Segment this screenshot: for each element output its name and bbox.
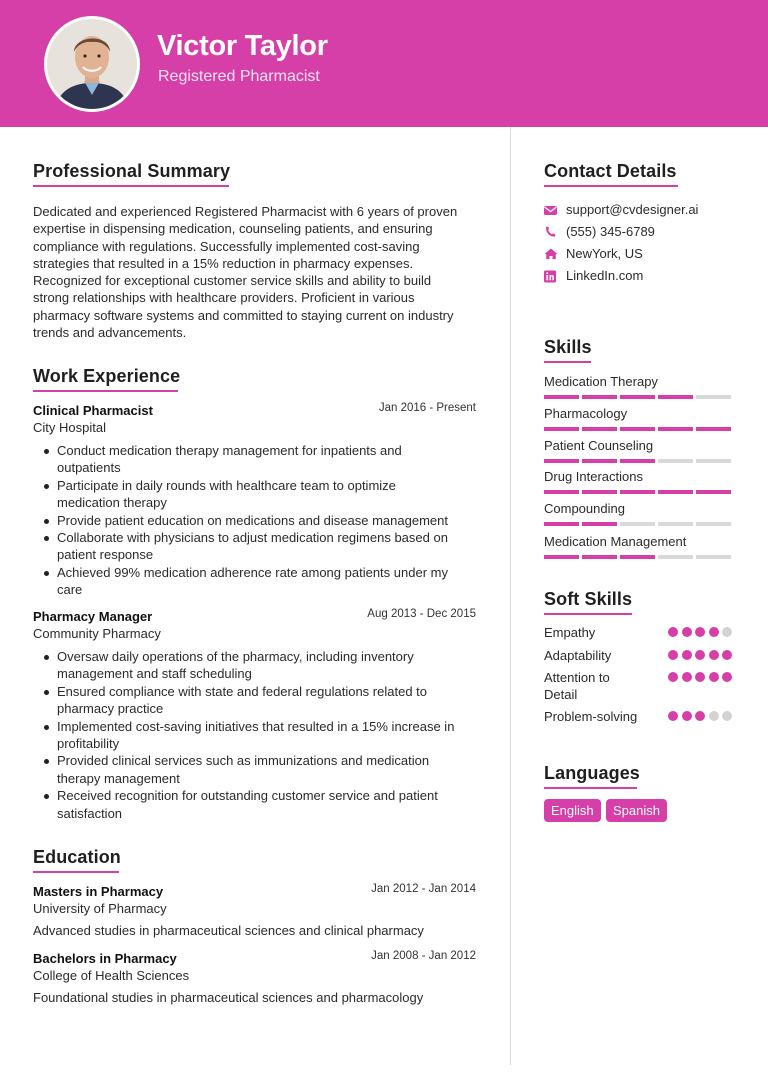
skill-name: Drug Interactions [544, 469, 643, 484]
job-company: City Hospital [33, 420, 106, 435]
rating-dot [695, 711, 705, 721]
contact-phone[interactable] [544, 224, 744, 240]
degree-dates: Jan 2012 - Jan 2014 [371, 883, 476, 895]
skill-name: Pharmacology [544, 406, 628, 421]
linkedin-icon [544, 268, 558, 284]
soft-skills-underline [544, 613, 632, 615]
list-item: Provide patient education on medications and disease management [33, 512, 483, 529]
soft-skill-name: Attention to Detail [544, 670, 610, 702]
skill-level-bar [544, 490, 734, 494]
soft-skill-name: Adaptability [544, 648, 612, 663]
skill-bar-segment [544, 555, 579, 559]
skills-heading: Skills [544, 337, 592, 357]
skill-name: Patient Counseling [544, 438, 654, 453]
contact-email[interactable] [544, 202, 744, 218]
list-item: Received recognition for outstanding customer service and patient satisfaction [33, 787, 483, 822]
soft-skill-name: Empathy [544, 625, 596, 640]
soft-skill-rating [668, 711, 738, 722]
list-item: Provided clinical services such as immunizations and medication therapy management [33, 752, 483, 787]
job-dates: Jan 2016 - Present [378, 402, 476, 414]
degree-description: Foundational studies in pharmaceutical sciences and pharmacology [33, 990, 424, 1005]
list-item: Oversaw daily operations of the pharmacy, including inventory management and staff scheduling [33, 648, 483, 683]
skill-bar-segment [658, 459, 693, 463]
skill-bar-segment [658, 427, 693, 431]
header-banner [0, 0, 768, 127]
rating-dot [668, 672, 678, 682]
rating-dot [709, 711, 719, 721]
degree-title: Bachelors in Pharmacy [33, 951, 177, 966]
linkedin-text: LinkedIn.com [566, 268, 644, 283]
languages-underline [544, 787, 637, 789]
skill-bar-segment [544, 490, 579, 494]
skill-bar-segment [620, 490, 655, 494]
contact-underline [544, 185, 678, 187]
phone-icon [544, 224, 558, 240]
skill-bar-segment [696, 395, 731, 399]
skill-bar-segment [696, 459, 731, 463]
list-item: Participate in daily rounds with healthcare team to optimize medication therapy [33, 477, 483, 512]
rating-dot [709, 672, 719, 682]
job-title: Pharmacy Manager [33, 609, 153, 624]
degree-description: Advanced studies in pharmaceutical sciences and clinical pharmacy [33, 923, 424, 938]
contact-location [544, 246, 744, 262]
list-item: Implemented cost-saving initiatives that resulted in a 15% increase in profitability [33, 718, 483, 753]
job-bullets [33, 648, 483, 822]
avatar [44, 16, 140, 112]
job-title: Clinical Pharmacist [33, 403, 153, 418]
languages-heading: Languages [544, 763, 640, 783]
column-divider [510, 127, 511, 1065]
list-item: Ensured compliance with state and federal regulations related to pharmacy practice [33, 683, 483, 718]
soft-skill-rating [668, 650, 738, 661]
soft-skill-name: Problem-solving [544, 709, 638, 724]
rating-dot [722, 711, 732, 721]
skill-bar-segment [696, 555, 731, 559]
school-name: College of Health Sciences [33, 968, 190, 983]
list-item: Achieved 99% medication adherence rate among patients under my care [33, 564, 483, 599]
skills-underline [544, 361, 591, 363]
skill-bar-segment [582, 427, 617, 431]
skill-bar-segment [658, 522, 693, 526]
contact-heading: Contact Details [544, 161, 677, 181]
degree-title: Masters in Pharmacy [33, 884, 164, 899]
rating-dot [695, 627, 705, 637]
skill-bar-segment [544, 459, 579, 463]
work-underline [33, 390, 178, 392]
rating-dot [682, 711, 692, 721]
skill-name: Medication Therapy [544, 374, 658, 389]
summary-text: Dedicated and experienced Registered Pharmacist with 6 years of proven expertise in dispensing medication, counseling patients, and ensuring compliance with regulations. Successfully implemented cost-saving strategies that resulted in a 15% reduction in pharmacy expenses. Recognized for exceptional customer service skills and ability to build strong relationships with healthcare providers. Proficient in various pharmacy software systems and committed to staying current on industry trends and advancements. [33, 204, 458, 341]
rating-dot [722, 627, 732, 637]
school-name: University of Pharmacy [33, 901, 167, 916]
work-heading: Work Experience [33, 366, 181, 386]
list-item: Conduct medication therapy management for inpatients and outpatients [33, 442, 483, 477]
skill-bar-segment [696, 427, 731, 431]
summary-underline [33, 185, 229, 187]
skill-bar-segment [620, 427, 655, 431]
rating-dot [682, 627, 692, 637]
skill-bar-segment [696, 490, 731, 494]
job-bullets [33, 442, 483, 599]
rating-dot [722, 672, 732, 682]
skill-bar-segment [620, 395, 655, 399]
rating-dot [709, 627, 719, 637]
skill-bar-segment [544, 522, 579, 526]
rating-dot [695, 650, 705, 660]
soft-skill-rating [668, 672, 738, 683]
skill-name: Compounding [544, 501, 625, 516]
skill-bar-segment [620, 555, 655, 559]
skill-bar-segment [620, 459, 655, 463]
job-dates: Aug 2013 - Dec 2015 [367, 608, 476, 620]
candidate-name: Victor Taylor [157, 30, 328, 62]
skill-bar-segment [582, 555, 617, 559]
language-badge: English [544, 799, 601, 822]
soft-skill-rating [668, 627, 738, 638]
rating-dot [709, 650, 719, 660]
rating-dot [682, 650, 692, 660]
rating-dot [668, 650, 678, 660]
envelope-icon [544, 202, 558, 218]
skill-bar-segment [544, 427, 579, 431]
language-badge: Spanish [606, 799, 667, 822]
person-portrait-icon [47, 19, 137, 109]
education-underline [33, 871, 119, 873]
skill-level-bar [544, 555, 734, 559]
home-icon [544, 246, 558, 262]
list-item: Collaborate with physicians to adjust medication regimens based on patient response [33, 529, 483, 564]
education-heading: Education [33, 847, 121, 867]
soft-skills-heading: Soft Skills [544, 589, 633, 609]
rating-dot [682, 672, 692, 682]
rating-dot [695, 672, 705, 682]
skill-level-bar [544, 427, 734, 431]
rating-dot [668, 711, 678, 721]
skill-bar-segment [620, 522, 655, 526]
skill-bar-segment [582, 395, 617, 399]
skill-bar-segment [658, 490, 693, 494]
skill-bar-segment [658, 555, 693, 559]
skill-bar-segment [582, 459, 617, 463]
skill-level-bar [544, 459, 734, 463]
rating-dot [722, 650, 732, 660]
skill-level-bar [544, 395, 734, 399]
skill-bar-segment [696, 522, 731, 526]
email-text: support@cvdesigner.ai [566, 202, 699, 217]
rating-dot [668, 627, 678, 637]
location-text: NewYork, US [566, 246, 643, 261]
summary-heading: Professional Summary [33, 161, 231, 181]
skill-bar-segment [658, 395, 693, 399]
skill-bar-segment [582, 490, 617, 494]
job-company: Community Pharmacy [33, 626, 161, 641]
contact-linkedin[interactable] [544, 268, 744, 284]
skill-name: Medication Management [544, 534, 687, 549]
skill-bar-segment [582, 522, 617, 526]
skill-level-bar [544, 522, 734, 526]
phone-text: (555) 345-6789 [566, 224, 655, 239]
degree-dates: Jan 2008 - Jan 2012 [371, 950, 476, 962]
candidate-title: Registered Pharmacist [158, 68, 320, 85]
skill-bar-segment [544, 395, 579, 399]
